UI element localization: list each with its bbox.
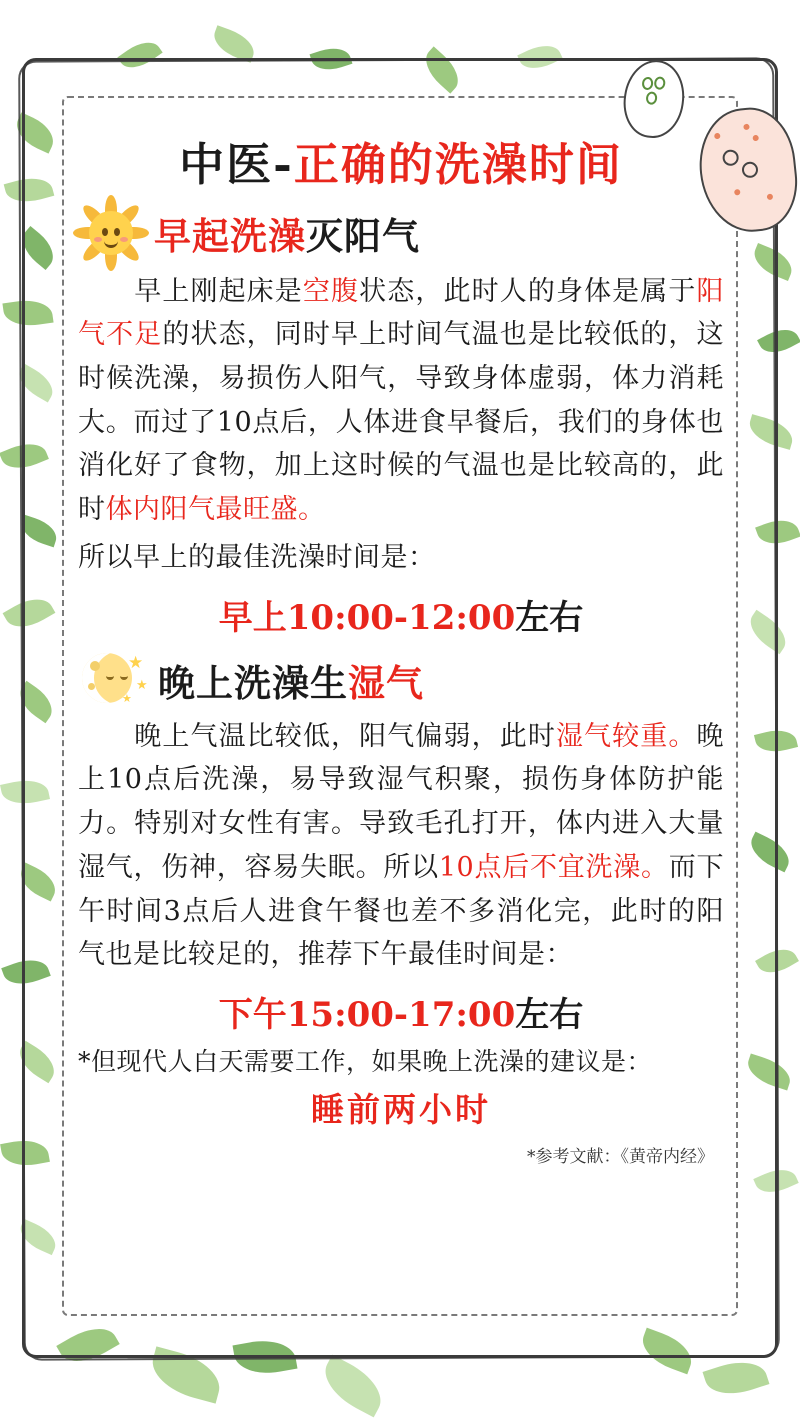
text-run: 湿气较重。	[555, 720, 697, 752]
text-run: 的状态，同时早上时间气温也是比较低的，这时候洗澡，易损伤人阳气，导致身体虚弱，体力消耗大。而过了10点后，人体进食早餐后，我们的身体也消化好了食物，加上这时候的气温也是比较高的，此时	[78, 319, 725, 526]
leaf-icon	[315, 1355, 390, 1418]
morning-best-time-value: 早上10:00-12:00	[218, 597, 516, 638]
text-run: 晚上气温比较低，阳气偏弱，此时	[78, 720, 556, 752]
night-best-time-suffix: 左右	[515, 995, 584, 1036]
footer-note: *但现代人白天需要工作，如果晚上洗澡的建议是：	[78, 1047, 653, 1077]
section-header-night	[78, 649, 724, 711]
text-run: 而下午时间3点后人进食午餐也差不多消化完，此时的阳气也是比较足的，推荐下午最佳时间是：	[78, 851, 725, 971]
text-run: 阳气不足	[78, 275, 725, 351]
morning-heading-red: 早起洗澡	[154, 213, 306, 258]
text-run: 10点后不宜洗澡。	[438, 851, 669, 883]
text-run: 早上刚起床是	[78, 275, 303, 307]
morning-best-time-suffix: 左右	[515, 597, 584, 638]
text-run: 空腹	[302, 275, 360, 307]
text-run: 晚上10点后洗澡，易导致湿气积聚，损伤身体防护能力。特别对女性有害。导致毛孔打开，体内进入大量湿气，伤神，容易失眠。所以	[78, 720, 725, 883]
night-paragraph	[78, 715, 724, 977]
morning-paragraph	[78, 270, 724, 532]
leaf-icon	[703, 1354, 770, 1403]
moon-icon: ★ ★ ★	[78, 649, 148, 711]
poster-content	[78, 118, 725, 1168]
section-header-morning	[78, 200, 724, 266]
section-heading-night	[158, 653, 424, 707]
night-heading-black: 晚上洗澡生	[158, 660, 348, 705]
section-heading-morning	[154, 206, 420, 260]
morning-lead-in: 所以早上的最佳洗澡时间是：	[78, 541, 436, 573]
morning-heading-black: 灭阳气	[306, 213, 420, 258]
night-heading-red: 湿气	[348, 660, 424, 705]
page-title	[78, 140, 724, 190]
footer-conclusion: 睡前两小时	[311, 1090, 491, 1130]
night-best-time	[78, 987, 724, 1036]
page-title-main: 正确的洗澡时间	[293, 138, 623, 191]
night-best-time-value: 下午15:00-17:00	[218, 995, 516, 1036]
morning-best-time	[78, 590, 724, 639]
sun-icon	[78, 200, 144, 266]
reference-text: *参考文献：《黄帝内经》	[527, 1147, 714, 1168]
text-run: 状态，此时人的身体是属于	[359, 275, 697, 307]
page-title-prefix: 中医-	[179, 138, 294, 191]
text-run: 体内阳气最旺盛。	[105, 494, 326, 526]
